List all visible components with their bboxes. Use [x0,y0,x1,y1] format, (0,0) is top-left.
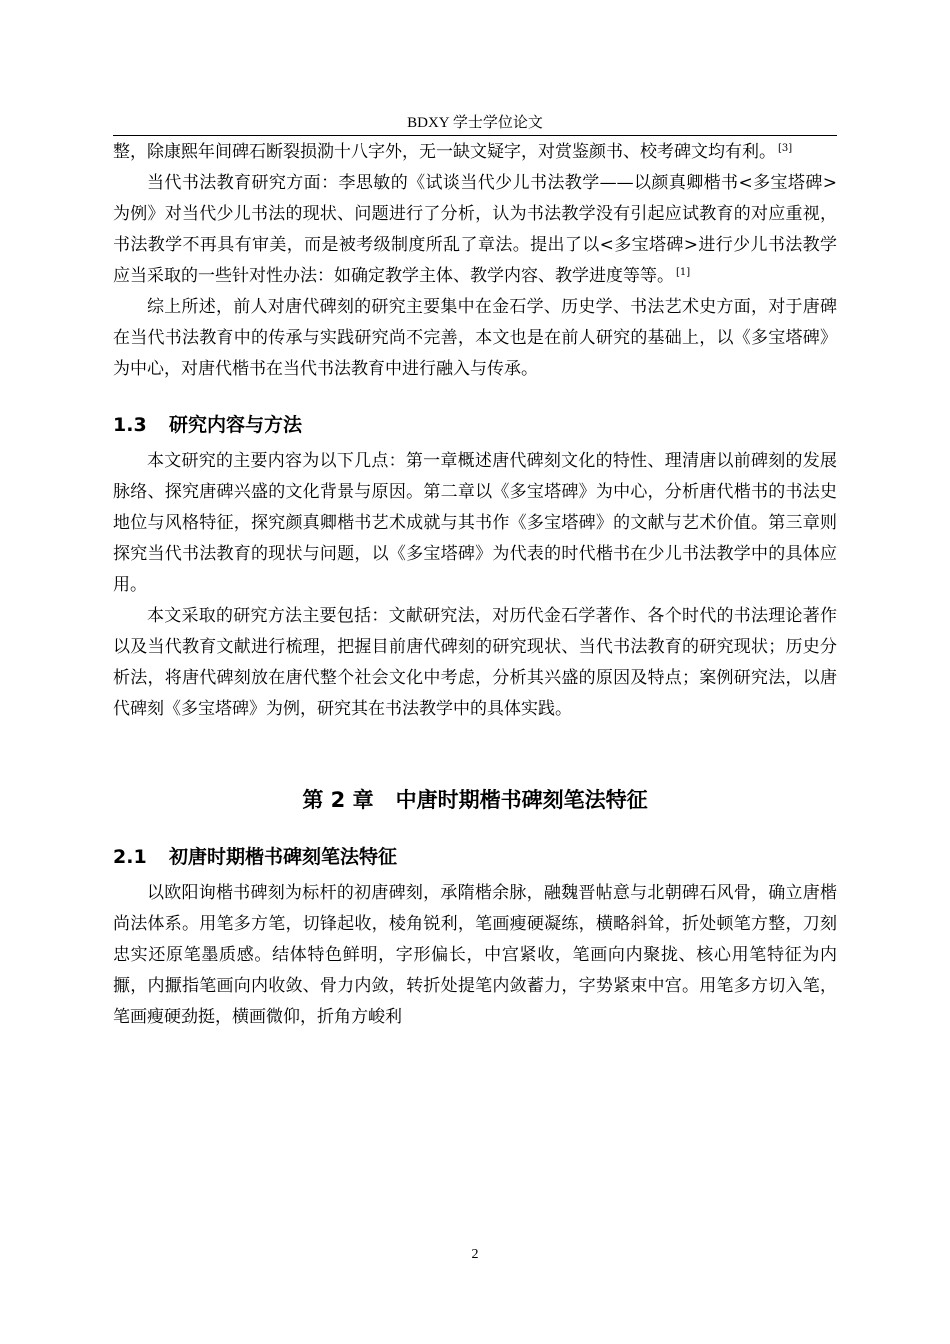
paragraph-early-tang: 以欧阳询楷书碑刻为标杆的初唐碑刻，承隋楷余脉，融魏晋帖意与北朝碑石风骨，确立唐楷尚法体系。用笔多方笔，切锋起收，棱角锐利，笔画瘦硬凝练，横略斜耸，折处顿笔方整，刀刻忠实还原笔墨质感。结体特色鲜明，字形偏长，中宫紧收，笔画向内聚拢、核心用笔特征为内擫，内擫指笔画向内收敛、骨力内敛，转折处提笔内敛蓄力，字势紧束中宫。用笔多方切入笔，笔画瘦硬劲挺，横画微仰，折角方峻利 [113,883,837,1027]
citation-ref: [3] [778,143,793,154]
paragraph-continuation [113,137,837,168]
citation-ref: [1] [676,267,691,278]
paragraph-text: 当代书法教育研究方面：李思敏的《试谈当代少儿书法教学——以颜真卿楷书<多宝塔碑>为例》对当代少儿书法的现状、问题进行了分析，认为书法教学没有引起应试教育的对应重视，书法教学不再具有审美，而是被考级制度所乱了章法。提出了以<多宝塔碑>进行少儿书法教学应当采取的一些针对性办法：如确定教学主体、教学内容、教学进度等等。 [113,173,837,286]
section-title: 研究内容与方法 [169,414,303,436]
body-content [113,137,837,1033]
paragraph-research-content: 本文研究的主要内容为以下几点：第一章概述唐代碑刻文化的特性、理清唐以前碑刻的发展脉络、探究唐碑兴盛的文化背景与原因。第二章以《多宝塔碑》为中心，分析唐代楷书的书法史地位与风格特征，探究颜真卿楷书艺术成就与其书作《多宝塔碑》的文献与艺术价值。第三章则探究当代书法教育的现状与问题，以《多宝塔碑》为代表的时代楷书在少儿书法教学中的具体应用。 [113,451,837,595]
section-heading-1-3 [113,412,837,438]
paragraph-text: 整，除康熙年间碑石断裂损泐十八字外，无一缺文疑字，对赏鉴颜书、校考碑文均有利。 [113,142,776,162]
running-header: BDXY 学士学位论文 [407,115,543,131]
chapter-number: 第 2 章 [302,788,374,812]
chapter-heading-2 [113,786,837,814]
section-number: 2.1 [113,846,147,868]
header-rule [113,135,837,136]
section-heading-2-1 [113,844,837,870]
chapter-title: 中唐时期楷书碑刻笔法特征 [395,788,648,812]
paragraph-literature-review [113,168,837,292]
section-number: 1.3 [113,414,147,436]
paragraph-summary: 综上所述，前人对唐代碑刻的研究主要集中在金石学、历史学、书法艺术史方面，对于唐碑在当代书法教育中的传承与实践研究尚不完善，本文也是在前人研究的基础上，以《多宝塔碑》为中心，对唐代楷书在当代书法教育中进行融入与传承。 [113,297,837,379]
paragraph-research-methods: 本文采取的研究方法主要包括：文献研究法，对历代金石学著作、各个时代的书法理论著作以及当代教育文献进行梳理，把握目前唐代碑刻的研究现状、当代书法教育的研究现状；历史分析法，将唐代碑刻放在唐代整个社会文化中考虑，分析其兴盛的原因及特点；案例研究法，以唐代碑刻《多宝塔碑》为例，研究其在书法教学中的具体实践。 [113,606,837,719]
page-number: 2 [471,1247,479,1262]
section-title: 初唐时期楷书碑刻笔法特征 [169,846,398,868]
